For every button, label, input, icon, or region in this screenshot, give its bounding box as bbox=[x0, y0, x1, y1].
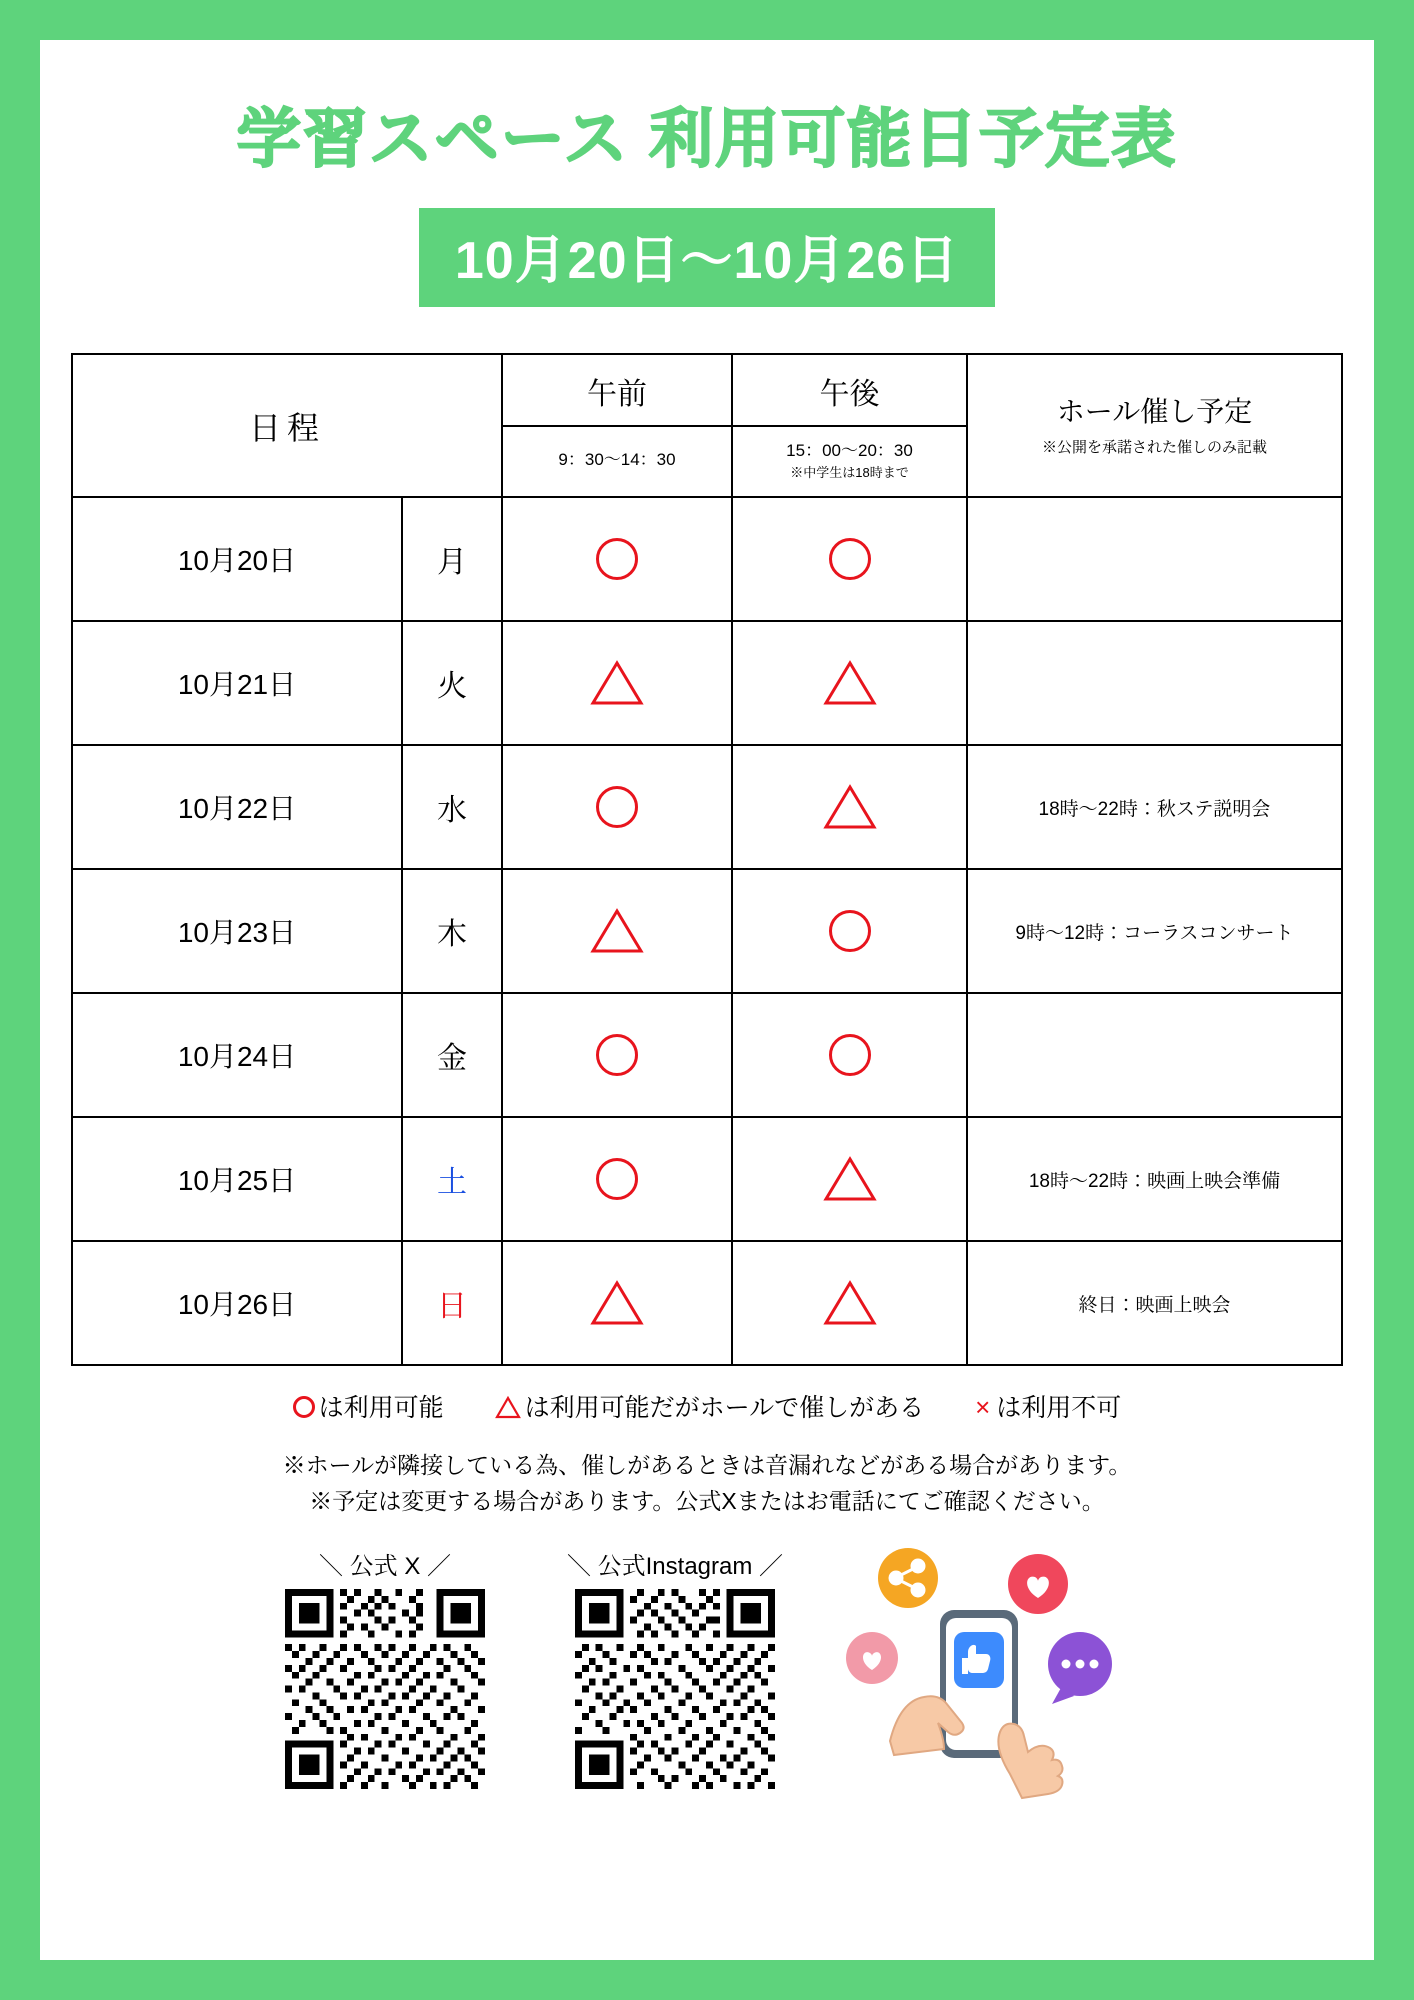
table-row bbox=[72, 621, 1342, 745]
note-line-2: ※予定は変更する場合があります。公式Xまたはお電話にてご確認ください。 bbox=[309, 1488, 1105, 1515]
header-am-time: 9：30〜14：30 bbox=[502, 426, 732, 497]
circle-icon bbox=[829, 538, 871, 580]
row-hall-event bbox=[967, 993, 1342, 1117]
circle-icon bbox=[829, 910, 871, 952]
triangle-icon bbox=[823, 784, 877, 830]
legend-circle bbox=[293, 1394, 451, 1422]
legend-triangle-label: は利用可能だがホールで催しがある bbox=[524, 1394, 925, 1423]
header-pm: 午後 bbox=[732, 354, 967, 426]
row-am-mark bbox=[502, 1241, 732, 1365]
header-am: 午前 bbox=[502, 354, 732, 426]
table-row bbox=[72, 497, 1342, 621]
table-header-row-top bbox=[72, 354, 1342, 426]
triangle-icon bbox=[823, 660, 877, 706]
row-date: 10月22日 bbox=[72, 745, 402, 869]
legend bbox=[40, 1388, 1374, 1424]
row-pm-mark bbox=[732, 993, 967, 1117]
row-pm-mark bbox=[732, 869, 967, 993]
row-date: 10月21日 bbox=[72, 621, 402, 745]
row-pm-mark bbox=[732, 621, 967, 745]
row-hall-event: 18時〜22時：映画上映会準備 bbox=[967, 1117, 1342, 1241]
sns-x-block bbox=[255, 1546, 515, 1789]
row-pm-mark bbox=[732, 1117, 967, 1241]
table-row bbox=[72, 1241, 1342, 1365]
row-am-mark bbox=[502, 745, 732, 869]
qr-code-instagram[interactable] bbox=[575, 1589, 775, 1789]
header-hall bbox=[967, 354, 1342, 497]
row-date: 10月26日 bbox=[72, 1241, 402, 1365]
header-pm-time bbox=[732, 426, 967, 497]
date-range-banner bbox=[40, 208, 1374, 307]
page-title: 学習スペース 利用可能日予定表 bbox=[236, 103, 1178, 175]
triangle-icon bbox=[590, 908, 644, 954]
circle-icon bbox=[293, 1396, 315, 1418]
row-hall-event: 9時〜12時：コーラスコンサート bbox=[967, 869, 1342, 993]
row-pm-mark bbox=[732, 745, 967, 869]
row-date: 10月23日 bbox=[72, 869, 402, 993]
row-hall-event bbox=[967, 497, 1342, 621]
share-icon bbox=[878, 1548, 938, 1608]
table-row bbox=[72, 745, 1342, 869]
legend-cross bbox=[975, 1394, 1121, 1422]
row-hall-event: 18時〜22時：秋ステ説明会 bbox=[967, 745, 1342, 869]
row-hall-event bbox=[967, 621, 1342, 745]
social-illustration bbox=[830, 1536, 1190, 1816]
notes bbox=[40, 1448, 1374, 1519]
row-am-mark bbox=[502, 993, 732, 1117]
row-date: 10月20日 bbox=[72, 497, 402, 621]
header-hall-note: ※公開を承諾された催しのみ記載 bbox=[1041, 439, 1267, 457]
circle-icon bbox=[596, 538, 638, 580]
circle-icon bbox=[596, 1158, 638, 1200]
triangle-icon bbox=[823, 1280, 877, 1326]
row-pm-mark bbox=[732, 1241, 967, 1365]
row-dow: 火 bbox=[402, 621, 502, 745]
triangle-icon bbox=[495, 1396, 521, 1419]
triangle-icon bbox=[590, 1280, 644, 1326]
header-pm-time-label: 15：00〜20：30 bbox=[786, 441, 913, 460]
row-am-mark bbox=[502, 1117, 732, 1241]
triangle-icon bbox=[823, 1156, 877, 1202]
row-dow: 金 bbox=[402, 993, 502, 1117]
row-dow: 日 bbox=[402, 1241, 502, 1365]
circle-icon bbox=[596, 786, 638, 828]
row-date: 10月25日 bbox=[72, 1117, 402, 1241]
row-dow: 土 bbox=[402, 1117, 502, 1241]
circle-icon bbox=[596, 1034, 638, 1076]
triangle-icon bbox=[590, 660, 644, 706]
circle-icon bbox=[829, 1034, 871, 1076]
date-range-label: 10月20日〜10月26日 bbox=[419, 208, 995, 307]
cross-icon: × bbox=[975, 1392, 991, 1423]
schedule-table bbox=[71, 353, 1343, 1366]
row-am-mark bbox=[502, 621, 732, 745]
note-line-1: ※ホールが隣接している為、催しがあるときは音漏れなどがある場合があります。 bbox=[282, 1452, 1132, 1479]
poster bbox=[40, 40, 1374, 1960]
table-row bbox=[72, 869, 1342, 993]
legend-circle-label: は利用可能 bbox=[318, 1394, 444, 1423]
qr-code-x[interactable] bbox=[285, 1589, 485, 1789]
legend-triangle bbox=[495, 1394, 931, 1422]
header-date: 日程 bbox=[72, 354, 502, 497]
sns-x-label: ＼ 公式 X ／ bbox=[318, 1552, 451, 1580]
table-row bbox=[72, 993, 1342, 1117]
header-hall-label: ホール催し予定 bbox=[1056, 395, 1253, 427]
sns-instagram-label: ＼ 公式Instagram ／ bbox=[566, 1552, 784, 1580]
table-row bbox=[72, 1117, 1342, 1241]
row-date: 10月24日 bbox=[72, 993, 402, 1117]
sns-section bbox=[40, 1546, 1374, 1826]
comment-icon bbox=[1048, 1632, 1112, 1704]
row-dow: 月 bbox=[402, 497, 502, 621]
row-am-mark bbox=[502, 869, 732, 993]
row-am-mark bbox=[502, 497, 732, 621]
row-dow: 木 bbox=[402, 869, 502, 993]
row-dow: 水 bbox=[402, 745, 502, 869]
legend-cross-label: は利用不可 bbox=[996, 1394, 1122, 1423]
row-hall-event: 終日：映画上映会 bbox=[967, 1241, 1342, 1365]
header-pm-note: ※中学生は18時まで bbox=[790, 464, 909, 480]
sns-instagram-block bbox=[525, 1546, 825, 1789]
row-pm-mark bbox=[732, 497, 967, 621]
